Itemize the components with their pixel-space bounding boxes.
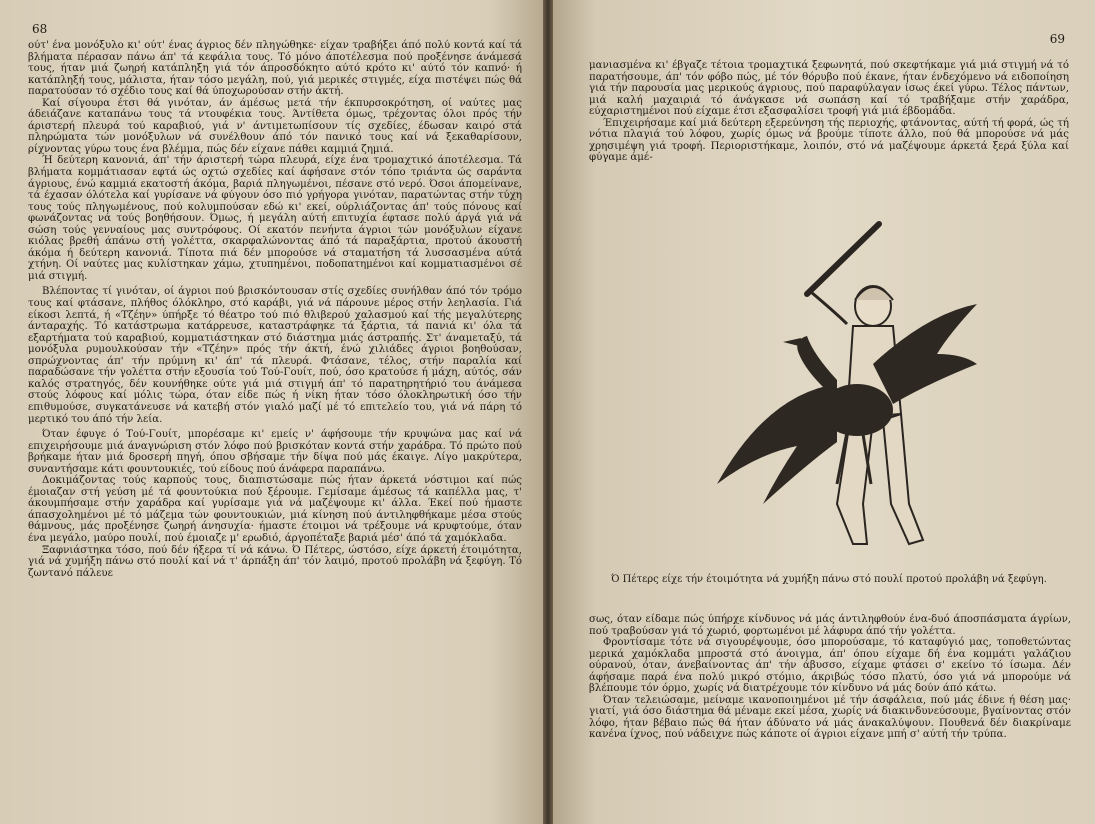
paragraph: ούτ' ένα μονόξυλο κι' ούτ' ένας άγριος δέν πληγώθηκε· είχαν τραβήξει άπό πολύ κοντά καί τά βλήματα πέρασαν πάνω άπ' τά κεφάλια τους. Τό μόνο άποτέλεσμα πού προξένησε άνάμεσά τους, ήταν μιά ζωηρή κατάπληξη γιά τόν άπροσδόκητο αύτό κρότο κι' αύτό τόν καπνό· ή κατάπληξή τους, μάλιστα, ήταν τόσο μεγάλη, πού, γιά μερικές στιγμές, είχα πιστέψει πώς θά παρατούσαν τό σχέδιο τους καί θά ύποχωρούσαν στήν άκτή. (28, 40, 522, 98)
illustration-man-with-bird (687, 214, 977, 566)
right-page (553, 0, 1095, 824)
right-page-body-top (589, 60, 1069, 164)
paragraph: Ξαφνιάστηκα τόσο, πού δέν ήξερα τί νά κάνω. Ό Πέτερς, ώστόσο, είχε άρκετή έτοιμότητα, γιά νά χυμήξη πάνω στό πουλί καί νά τ' άρπάξη άπ' τόν λαιμό, προτού προλάβη νά ξεφύγη. Τό ζωντανό πάλευε (28, 544, 522, 579)
paragraph: μανιασμένα κι' έβγαζε τέτοια τρομαχτικά ξεφωνητά, πού σκεφτήκαμε γιά μιά στιγμή νά τό παρατήσουμε, άπ' τόν φόβο πώς, μέ τόν θόρυβο πού έκανε, ήταν ένδεχόμενο νά ειδοποίηση γιά τήν παρουσία μας μερικούς άγριους, πού παραφύλαγαν ίσως έκεί γύρω. Τέλος πάντων, μιά καλή μαχαιριά τό άνάγκασε νά σωπάση καί τό τραβήξαμε στήν χαράδρα, εύχαριστημένοι πού είχαμε έτσι εξασφαλίσει τροφή γιά μιά έβδομάδα. (589, 60, 1069, 118)
book-gutter (543, 0, 553, 824)
paragraph: Βλέποντας τί γινόταν, οί άγριοι πού βρισκόντουσαν στίς σχεδίες συνήλθαν άπό τόν τρόμο τους καί φτάσανε, πλήθος όλόκληρο, στό καράβι, γιά νά πάρουνε μέρος στήν λεηλασία. Γιά είκοσι λεπτά, ή «Τζέην» ύπήρξε τό θέατρο τού πιό θλιβερού χαλασμού καί τής μεγαλύτερης άνταραχής. Τό κατάστρωμα κατάρρευσε, καταστράφηκε τά ξάρτια, τά πανιά κι' όλα τά εξαρτήματα τού καραβιού, κομματιάστηκαν στό διάστημα μιάς άστραπής. Στ' άναμεταξύ, τά μονόξυλα ρυμουλκούσαν τήν «Τζέην» πρός τήν άκτή, ένώ χιλιάδες άγριοι βοηθούσαν, σπρώχνοντας άπ' τήν πρύμνη κι' άπ' τά πλευρά. Φτάσανε, τέλος, στήν παραλία καί παραδώσανε τήν γολέττα στήν εξουσία τού Τού-Γουίτ, πού, όσο κρατούσε ή μάχη, αύτός, σάν καλός στρατηγός, δέν κουνήθηκε ούτε γιά μιά στιγμή άπ' τό παρατηρητήριό του άνάμεσα στούς λόφους καί μόλις τώρα, όταν είδε πώς ή νίκη ήταν τόσο όλοκληρωτική όσο τήν επιθυμούσε, συγκατάνευσε νά κατεβή στόν γιαλό μαζί μέ τό επιτελείο του, γιά νά πάρη τό μερτικό του άπό τήν λεία. (28, 286, 522, 425)
paragraph: Δοκιμάζοντας τούς καρπούς τους, διαπιστώσαμε πώς ήταν άρκετά νόστιμοι καί πώς έμοιαζαν στή γεύση μέ τά φουντούκια πού ξέρουμε. Γεμίσαμε άμέσως τά καπέλλα μας, τ' άκουμπήσαμε στήν χαράδρα καί γυρίσαμε γιά νά μαζέψουμε κι' άλλα. Έκεί πού ήμαστε άπασχολημένοι μέ τό μάζεμα τών φουντουκιών, μιά κίνηση πού άντιληφθήκαμε μέσα στούς θάμνους, μάς προξένησε ζωηρή άνησυχία· ήμαστε έτοιμοι νά τρέξουμε νά κρυφτούμε, όταν ένα μεγάλο, μαύρο πουλί, πού έμοιαζε μ' ερωδιό, άργοπέταξε βαριά μέσ' άπό τά χαμόκλαδα. (28, 475, 522, 544)
paragraph: Όταν έφυγε ό Τού-Γουίτ, μπορέσαμε κι' εμείς ν' άφήσουμε τήν κρυψώνα μας καί νά επιχειρήσουμε μιά άναγνώριση στόν λόφο πού βρισκόταν κοντά στήν χαράδρα. Τό πρώτο πού βρήκαμε ήταν μιά δροσερή πηγή, όπου σβήσαμε τήν δίψα πού μάς έκαιγε. Λίγο μακρύτερα, συναντήσαμε κάτι φουντουκιές, τού είδους πού άνάφερα παραπάνω. (28, 429, 522, 475)
paragraph: Έπιχειρήσαμε καί μιά δεύτερη εξερεύνηση τής περιοχής, φτάνοντας, αύτή τή φορά, ώς τή νότια πλαγιά τού λόφου, χωρίς όμως νά βρούμε τίποτε άλλο, πού θά μπορούσε νά μάς χρησιμέψη γιά τροφή. Περιοριστήκαμε, λοιπόν, στό νά μαζέψουμε άρκετά ξερά ξύλα καί φύγαμε άμέ- (589, 117, 1069, 164)
paragraph: Ή δεύτερη κανονιά, άπ' τήν άριστερή τώρα πλευρά, είχε ένα τρομαχτικό άποτέλεσμα. Τά βλήματα κομμάτιασαν εφτά ώς οχτώ σχεδίες καί άφήσανε στόν τόπο τριάντα ώς σαράντα άγριους, ένώ καμμιά εκατοστή άκόμα, βαριά πληγωμένοι, πέσανε στό νερό. Όσοι άπομείνανε, τά έχασαν όλότελα καί γυρίσανε νά φύγουν όσο πιό γρήγορα γινόταν, παρατώντας στήν τύχη τους τούς πληγωμένους, πού κολυμπούσαν εδώ κι' εκεί, ούρλιάζοντας άπ' τούς πόνους καί φωνάζοντας νά τούς βοηθήσουν. Όμως, ή μεγάλη αύτή επιτυχία έφτασε πολύ άργά γιά νά σώση τούς γενναίους μας συντρόφους. Οί εκατόν πενήντα άγριοι τών μονόξυλων είχανε κιόλας βρεθή άπάνω στή γολέττα, σκαρφαλώνοντας άπό τά παραξάρτια, προτού άκουστή άκόμα ή δεύτερη κανονιά. Τίποτα πιά δέν μπορούσε νά σταματήση τά λυσσασμένα αύτά χτήνη. Οί ναύτες μας κυλίστηκαν χάμω, χτυπημένοι, ποδοπατημένοι καί κομματιασμένοι σέ μιά στιγμή. (28, 155, 522, 282)
right-page-body-bottom (589, 614, 1071, 741)
paragraph: σως, όταν είδαμε πώς ύπήρχε κίνδυνος νά μάς άντιληφθούν ένα-δυό άποσπάσματα άγρίων, πού τραβούσαν γιά τό χωριό, φορτωμένοι μέ λάφυρα άπό τήν γολέττα. (589, 614, 1071, 637)
paragraph: Φροντίσαμε τότε νά σιγουρέψουμε, όσο μπορούσαμε, τό καταφύγιό μας, τοποθετώντας μερικά χαμόκλαδα μπροστά στό άνοιγμα, άπ' όπου είχαμε δή ένα κομμάτι γαλάζιου ούρανού, όταν, άνεβαίνοντας άπ' τήν άβυσσο, είχαμε φτάσει σ' εκείνο τό ίσωμα. Δέν άφήσαμε παρά ένα πολύ μικρό στόμιο, άκριβώς τόσο πλατύ, όσο γιά νά μπορούμε νά βλέπουμε τόν όρμο, χωρίς νά διατρέχουμε τόν κίνδυνο νά μάς δούν άπό κάτω. (589, 637, 1071, 695)
left-page-body (28, 40, 522, 579)
left-page (0, 0, 543, 824)
page-number: 69 (1049, 32, 1065, 46)
page-number: 68 (32, 22, 48, 36)
paragraph: Καί σίγουρα έτσι θά γινόταν, άν άμέσως μετά τήν έκπυρσοκρότηση, οί ναύτες μας άδειάζανε καταπάνω τους τά ντουφέκια τους. Άντίθετα όμως, τρέχοντας όλοι πρός τήν άριστερή πλευρά τού καραβιού, γιά ν' άντιμετωπίσουν τίς σχεδίες, έδωσαν καιρό στά πληρώματα τών μονόξυλων νά συνέλθουν άπό τόν πανικό τους καί νά ξεκαθαρίσουν, ρίχνοντας γύρω τους ένα βλέμμα, πώς δέν είχανε πάθει καμμιά ζημιά. (28, 97, 522, 155)
figure-caption: Ό Πέτερς είχε τήν έτοιμότητα νά χυμήξη πάνω στό πουλί προτού προλάβη νά ξεφύγη. (611, 574, 1047, 585)
paragraph: Όταν τελειώσαμε, μείναμε ικανοποιημένοι μέ τήν άσφάλεια, πού μάς έδινε ή θέση μας· γιατί, γιά όσο διάστημα θά μέναμε εκεί μέσα, χωρίς νά διακινδυνεύσουμε, βγαίνοντας στόν λόφο, ήταν βέβαιο πώς θά ήταν άδύνατο νά μάς άνακαλύψουν. Πουθενά δέν διακρίναμε κανένα ίχνος, πού νάδειχνε πώς κάποτε οί άγριοι είχανε μπή σ' αύτή τήν τρύπα. (589, 694, 1071, 741)
